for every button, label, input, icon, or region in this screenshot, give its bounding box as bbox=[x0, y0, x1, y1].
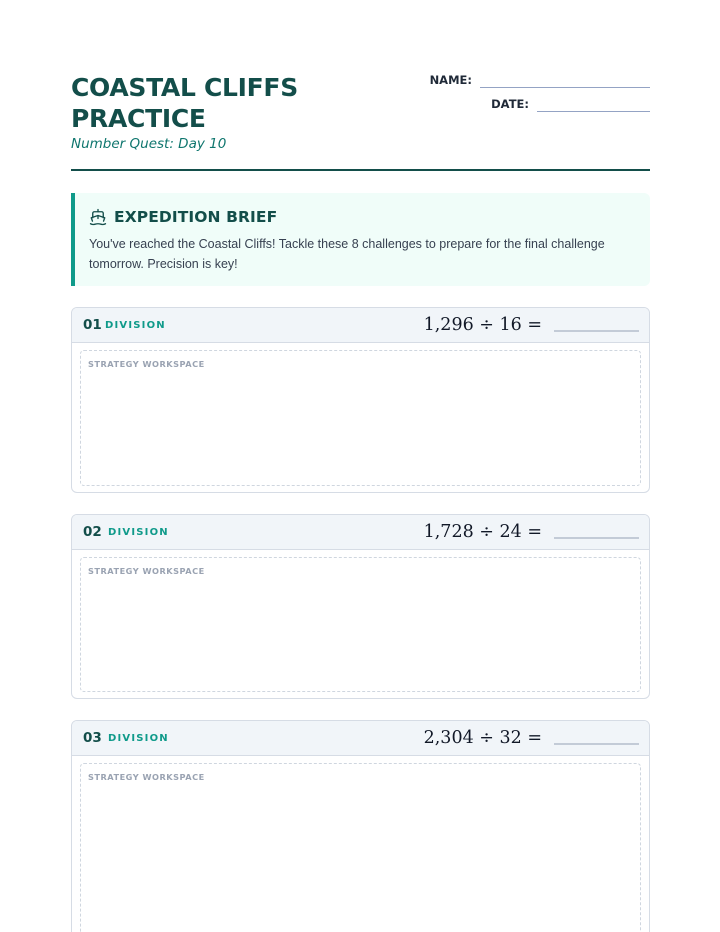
worksheet-page bbox=[71, 0, 650, 932]
problem-equation: 1,728 ÷ 24 = bbox=[423, 522, 542, 542]
name-field[interactable] bbox=[430, 73, 650, 87]
problem-card bbox=[71, 720, 650, 932]
problem-number: 02 bbox=[83, 524, 102, 540]
problem-header bbox=[72, 721, 649, 756]
workspace-label: STRATEGY WORKSPACE bbox=[88, 772, 205, 782]
problem-type: DIVISION bbox=[105, 320, 166, 331]
strategy-workspace[interactable] bbox=[80, 350, 641, 486]
workspace-label: STRATEGY WORKSPACE bbox=[88, 359, 205, 369]
answer-line[interactable] bbox=[554, 537, 639, 539]
strategy-workspace[interactable] bbox=[80, 763, 641, 932]
worksheet-header bbox=[71, 70, 650, 171]
problem-type: DIVISION bbox=[108, 527, 169, 538]
ship-icon bbox=[89, 208, 107, 226]
problem-card bbox=[71, 307, 650, 493]
page-title: COASTAL CLIFFS PRACTICE bbox=[71, 73, 298, 133]
expedition-brief bbox=[71, 193, 650, 286]
problem-header bbox=[72, 515, 649, 550]
problem-type: DIVISION bbox=[108, 733, 169, 744]
brief-title: EXPEDITION BRIEF bbox=[114, 208, 278, 226]
date-field[interactable] bbox=[491, 97, 650, 111]
problem-card bbox=[71, 514, 650, 699]
answer-line[interactable] bbox=[554, 330, 639, 332]
problem-number: 03 bbox=[83, 730, 102, 746]
date-label: DATE: bbox=[491, 97, 529, 111]
problem-equation: 2,304 ÷ 32 = bbox=[423, 728, 542, 748]
brief-text: You've reached the Coastal Cliffs! Tackle these 8 challenges to prepare for the final challenge tomorrow. Precision is key! bbox=[89, 237, 605, 271]
date-line[interactable] bbox=[537, 111, 650, 113]
problem-equation: 1,296 ÷ 16 = bbox=[423, 315, 542, 335]
strategy-workspace[interactable] bbox=[80, 557, 641, 692]
page-subtitle: Number Quest: Day 10 bbox=[71, 136, 227, 152]
problem-header bbox=[72, 308, 649, 343]
brief-heading bbox=[89, 208, 634, 226]
workspace-label: STRATEGY WORKSPACE bbox=[88, 566, 205, 576]
answer-line[interactable] bbox=[554, 743, 639, 745]
name-label: NAME: bbox=[429, 73, 472, 87]
problem-number: 01 bbox=[83, 317, 102, 333]
name-line[interactable] bbox=[480, 87, 650, 89]
